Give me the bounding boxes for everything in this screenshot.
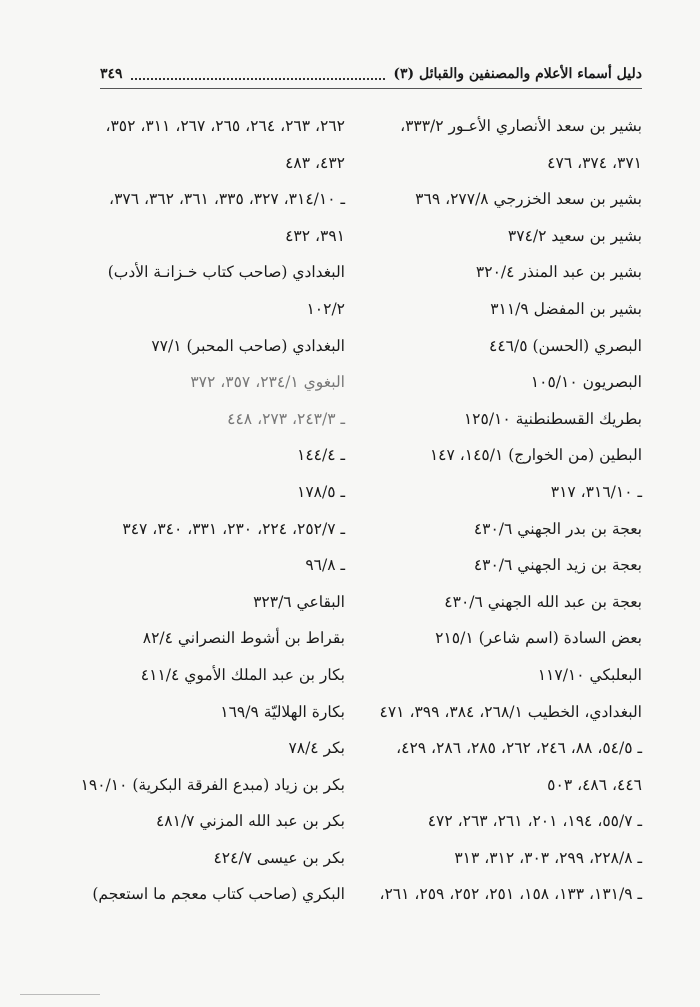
- index-entry: ـ ٥٥/٧، ١٩٤، ٢٠١، ٢٦١، ٢٦٣، ٤٧٢: [427, 812, 642, 831]
- index-entry: بكر بن عيسى ٤٢٤/٧: [213, 848, 345, 867]
- index-entry: بكارة الهلاليّة ١٦٩/٩: [220, 702, 345, 721]
- index-entry: بشير بن سعد الخزرجي ٢٧٧/٨، ٣٦٩: [415, 190, 642, 209]
- index-entry: البغدادي (صاحب كتاب خـزانـة الأدب): [107, 263, 345, 282]
- index-entry: بعض السادة (اسم شاعر) ٢١٥/١: [435, 629, 642, 648]
- index-entry: البطين (من الخوارج) ١٤٥/١، ١٤٧: [429, 446, 642, 465]
- page-number: ٣٤٩: [100, 66, 123, 82]
- index-entry: بشير بن المفضل ٣١١/٩: [490, 299, 642, 318]
- index-entry: ٣٧١، ٣٧٤، ٤٧٦: [547, 153, 642, 172]
- index-entry: بطريك القسطنطنية ١٢٥/١٠: [463, 409, 642, 428]
- header-title: دليل أسماء الأعلام والمصنفين والقبائل (٣): [393, 66, 642, 82]
- index-entry: ٣٩١، ٤٣٢: [285, 226, 345, 245]
- header-dot-leader: [131, 69, 386, 80]
- running-header: [100, 62, 642, 86]
- index-entry: ـ ٥٤/٥، ٨٨، ٢٤٦، ٢٦٢، ٢٨٥، ٢٨٦، ٤٢٩،: [396, 739, 642, 758]
- index-entry: البغوي ٢٣٤/١، ٣٥٧، ٣٧٢: [190, 373, 345, 392]
- index-entry: البكري (صاحب كتاب معجم ما استعجم): [92, 885, 345, 904]
- index-entry: بشير بن سعيد ٣٧٤/٢: [507, 226, 642, 245]
- index-column-right: [372, 116, 642, 921]
- index-entry: ـ ٩٦/٨: [305, 556, 345, 575]
- index-entry: ـ ١٣١/٩، ١٣٣، ١٥٨، ٢٥١، ٢٥٢، ٢٥٩، ٢٦١،: [379, 885, 642, 904]
- index-entry: بعجة بن عبد الله الجهني ٤٣٠/٦: [444, 592, 642, 611]
- index-entry: ـ ٢٥٢/٧، ٢٢٤، ٢٣٠، ٣٣١، ٣٤٠، ٣٤٧: [122, 519, 345, 538]
- index-entry: بقراط بن أشوط النصراني ٨٢/٤: [142, 629, 345, 648]
- index-entry: ـ ٢٢٨/٨، ٢٩٩، ٣٠٣، ٣١٢، ٣١٣: [454, 848, 642, 867]
- index-entry: بكر بن زياد (مبدع الفرقة البكرية) ١٩٠/١٠: [80, 775, 345, 794]
- index-entry: بكار بن عبد الملك الأموي ٤١١/٤: [140, 665, 345, 684]
- header-rule: [100, 88, 642, 89]
- index-entry: ـ ٢٤٣/٣، ٢٧٣، ٤٤٨: [227, 409, 345, 428]
- index-entry: بشير بن عبد المنذر ٣٢٠/٤: [475, 263, 642, 282]
- index-entry: بكر بن عبد الله المزني ٤٨١/٧: [155, 812, 345, 831]
- index-column-left: [80, 116, 345, 921]
- index-entry: البغدادي (صاحب المحبر) ٧٧/١: [151, 336, 345, 355]
- index-entry: ٢٦٢، ٢٦٣، ٢٦٤، ٢٦٥، ٢٦٧، ٣١١، ٣٥٢،: [105, 117, 345, 135]
- index-entry: ١٠٢/٢: [306, 299, 345, 318]
- index-entry: البغدادي، الخطيب ٢٦٨/١، ٣٨٤، ٣٩٩، ٤٧١: [379, 702, 642, 721]
- index-entry: ٤٤٦، ٤٨٦، ٥٠٣: [547, 775, 642, 794]
- index-entry: ـ ١٧٨/٥: [297, 482, 345, 501]
- index-entry: بشير بن سعد الأنصاري الأعـور ٣٣٣/٢،: [400, 117, 642, 135]
- index-entry: البقاعي ٣٢٣/٦: [253, 592, 345, 611]
- index-entry: البصري (الحسن) ٤٤٦/٥: [489, 336, 642, 355]
- index-entry: البصريون ١٠٥/١٠: [530, 373, 642, 392]
- index-entry: ـ ٣١٤/١٠، ٣٢٧، ٣٣٥، ٣٦١، ٣٦٢، ٣٧٦،: [109, 190, 345, 209]
- footer-rule: [20, 994, 100, 995]
- index-entry: ـ ١٤٤/٤: [297, 446, 345, 465]
- index-entry: بعجة بن زيد الجهني ٤٣٠/٦: [473, 556, 642, 575]
- index-entry: البعلبكي ١١٧/١٠: [537, 665, 642, 684]
- index-entry: ٤٣٢، ٤٨٣: [285, 153, 345, 172]
- index-entry: بكر ٧٨/٤: [288, 739, 345, 758]
- index-entry: بعجة بن بدر الجهني ٤٣٠/٦: [473, 519, 642, 538]
- index-entry: ـ ٣١٦/١٠، ٣١٧: [550, 482, 642, 501]
